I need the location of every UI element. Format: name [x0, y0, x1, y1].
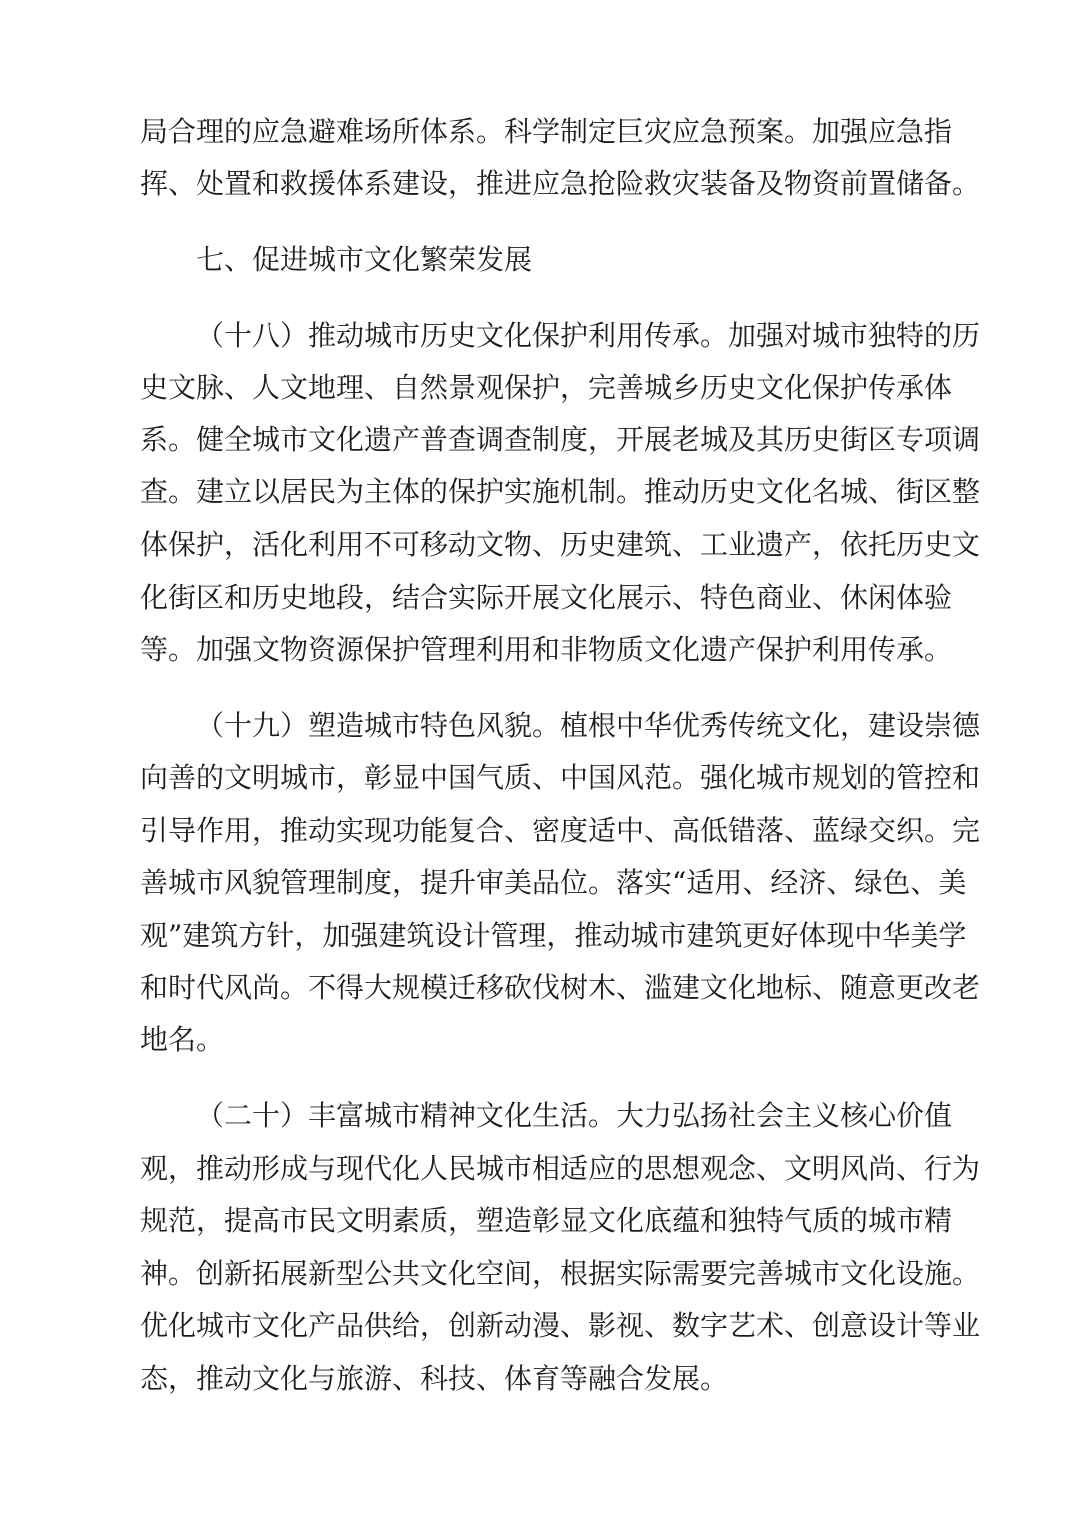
paragraph-20-line: 优化城市文化产品供给，创新动漫、影视、数字艺术、创意设计等业 [140, 1309, 981, 1342]
paragraph-18-line: 查。建立以居民为主体的保护实施机制。推动历史文化名城、街区整 [140, 475, 981, 508]
paragraph-20-line: 态，推动文化与旅游、科技、体育等融合发展。 [140, 1362, 729, 1395]
paragraph-19-line: 观”建筑方针，加强建筑设计管理，推动城市建筑更好体现中华美学 [140, 919, 967, 952]
paragraph-19-line: 地名。 [140, 1023, 225, 1056]
paragraph-18-line: 化街区和历史地段，结合实际开展文化展示、特色商业、休闲体验 [140, 581, 953, 614]
section-heading: 七、促进城市文化繁荣发展 [196, 243, 533, 276]
paragraph-20-line: 神。创新拓展新型公共文化空间，根据实际需要完善城市文化设施。 [140, 1257, 981, 1290]
paragraph-18-line: 系。健全城市文化遗产普查调查制度，开展老城及其历史街区专项调 [140, 423, 981, 456]
paragraph-18-line: （十八）推动城市历史文化保护利用传承。加强对城市独特的历 [196, 319, 981, 352]
paragraph-19-line: 善城市风貌管理制度，提升审美品位。落实“适用、经济、绿色、美 [140, 866, 967, 899]
text-line: 局合理的应急避难场所体系。科学制定巨灾应急预案。加强应急指 [140, 115, 953, 148]
text-line: 挥、处置和救援体系建设，推进应急抢险救灾装备及物资前置储备。 [140, 167, 981, 200]
paragraph-18-line: 体保护，活化利用不可移动文物、历史建筑、工业遗产，依托历史文 [140, 528, 981, 561]
paragraph-20-line: （二十）丰富城市精神文化生活。大力弘扬社会主义核心价值 [196, 1099, 953, 1132]
paragraph-19-line: 向善的文明城市，彰显中国气质、中国风范。强化城市规划的管控和 [140, 761, 981, 794]
paragraph-20-line: 观，推动形成与现代化人民城市相适应的思想观念、文明风尚、行为 [140, 1152, 981, 1185]
paragraph-18-line: 等。加强文物资源保护管理利用和非物质文化遗产保护利用传承。 [140, 633, 953, 666]
paragraph-19-line: 引导作用，推动实现功能复合、密度适中、高低错落、蓝绿交织。完 [140, 814, 981, 847]
paragraph-20-line: 规范，提高市民文明素质，塑造彰显文化底蕴和独特气质的城市精 [140, 1204, 953, 1237]
paragraph-19-line: （十九）塑造城市特色风貌。植根中华优秀传统文化，建设崇德 [196, 709, 981, 742]
paragraph-18-line: 史文脉、人文地理、自然景观保护，完善城乡历史文化保护传承体 [140, 371, 953, 404]
paragraph-19-line: 和时代风尚。不得大规模迁移砍伐树木、滥建文化地标、随意更改老 [140, 971, 981, 1004]
